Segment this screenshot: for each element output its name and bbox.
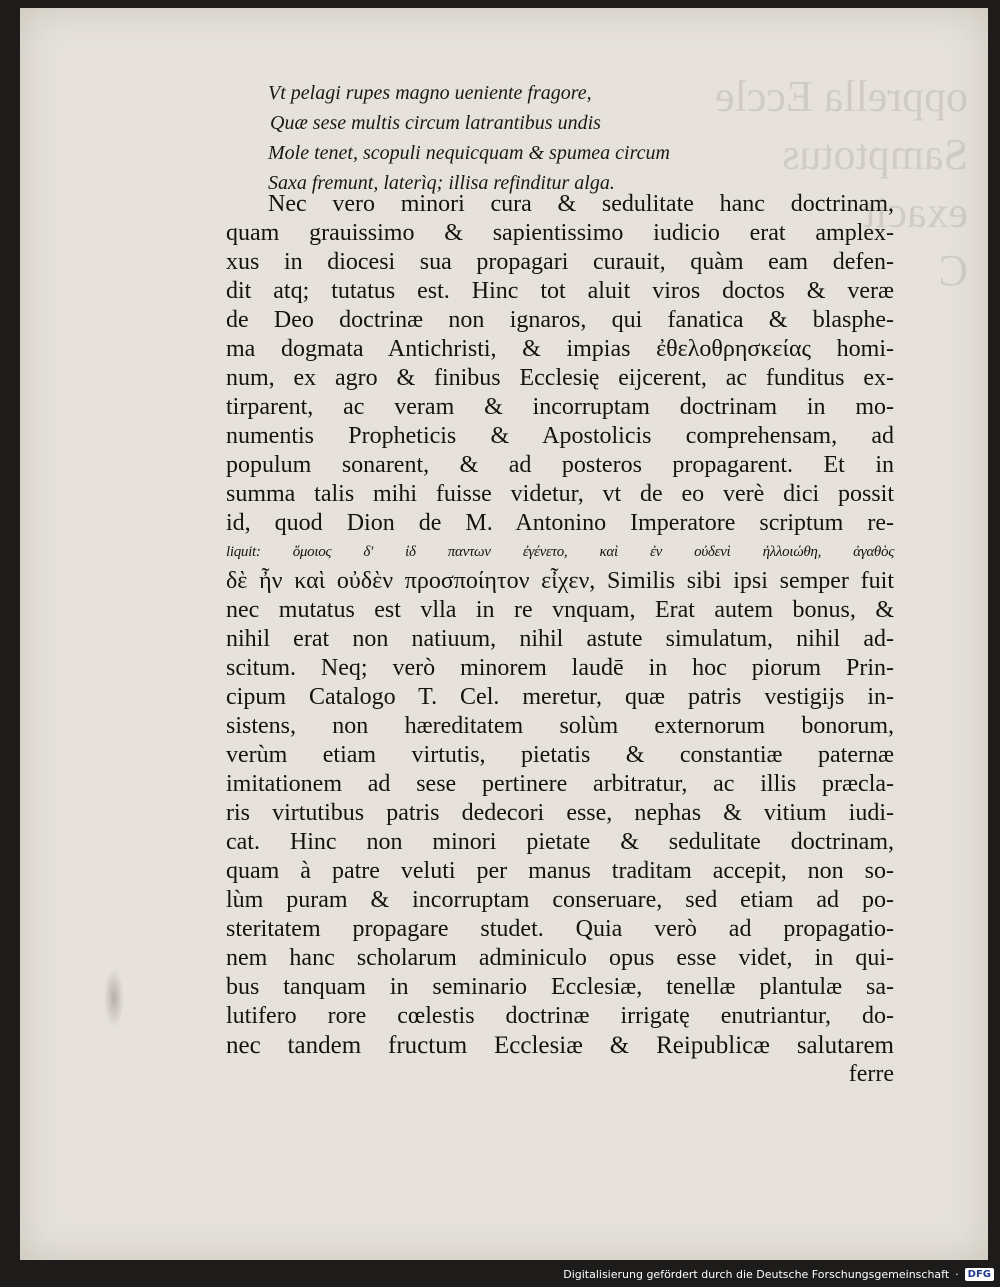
text-line: bus tanquam in seminario Ecclesiæ, tenellæ plantulæ sa- [226, 974, 894, 1000]
text-line: nihil erat non natiuum, nihil astute simulatum, nihil ad- [226, 626, 894, 652]
text-line: tirparent, ac veram & incorruptam doctrinam in mo- [226, 394, 894, 420]
text-line: xus in diocesi sua propagari curauit, quàm eam defen- [226, 249, 894, 275]
digitization-footer [563, 1265, 994, 1283]
footer-credit: Digitalisierung gefördert durch die Deutsche Forschungsgemeinschaft [563, 1267, 950, 1281]
text-line: cat. Hinc non minori pietate & sedulitate doctrinam, [226, 829, 894, 855]
text-line: lùm puram & incorruptam conseruare, sed etiam ad po- [226, 887, 894, 913]
verse-line: Saxa fremunt, laterìq; illisa refinditur alga. [268, 172, 615, 194]
text-line: ma dogmata Antichristi, & impias ἐθελοθρησκείας homi- [226, 336, 894, 362]
text-line: numentis Propheticis & Apostolicis comprehensam, ad [226, 423, 894, 449]
text-line: verùm etiam virtutis, pietatis & constantiæ paternæ [226, 742, 894, 768]
text-line-greek: liquit: ὅμοιος δ' ἰδ παντων ἐγένετο, καὶ ἐν οὐδενὶ ἠλλοιώθη, ἀγαθὸς [226, 544, 894, 560]
text-line: δὲ ἦν καὶ οὐδὲν προσποίητον εἶχεν, Similis sibi ipsi semper fuit [226, 568, 894, 594]
text-line: cipum Catalogo T. Cel. meretur, quæ patris vestigijs in- [226, 684, 894, 710]
text-line: quam à patre veluti per manus traditam accepit, non so- [226, 858, 894, 884]
paper-stain [104, 968, 124, 1028]
text-line: dit atq; tutatus est. Hinc tot aluit viros doctos & veræ [226, 278, 894, 304]
verse-line: Quæ sese multis circum latrantibus undis [270, 112, 601, 134]
bleed-through-text: opprella Eccle Samptotus exacit C [715, 72, 968, 295]
text-line: steritatem propagare studet. Quia verò ad propagatio- [226, 916, 894, 942]
text-line: Nec vero minori cura & sedulitate hanc doctrinam, [268, 191, 894, 217]
verse-quotation [268, 78, 670, 198]
text-line: lutifero rore cœlestis doctrinæ irrigatę enutriantur, do- [226, 1003, 894, 1029]
text-line: scitum. Neq; verò minorem laudē in hoc piorum Prin- [226, 655, 894, 681]
catchword: ferre [848, 1061, 894, 1087]
verse-line: Vt pelagi rupes magno ueniente fragore, [268, 82, 592, 104]
text-line: ris virtutibus patris dedecori esse, nephas & vitium iudi- [226, 800, 894, 826]
text-line: num, ex agro & finibus Ecclesię eijcerent, ac funditus ex- [226, 365, 894, 391]
text-line: quam grauissimo & sapientissimo iudicio erat amplex- [226, 220, 894, 246]
body-paragraph [226, 190, 894, 1089]
text-line: de Deo doctrinæ non ignaros, qui fanatica & blasphe- [226, 307, 894, 333]
text-line: nec tandem fructum Ecclesiæ & Reipublicæ salutarem [226, 1032, 894, 1059]
text-line: nem hanc scholarum adminiculo opus esse videt, in qui- [226, 945, 894, 971]
dfg-logo-icon: DFG [965, 1268, 994, 1281]
text-line: sistens, non hæreditatem solùm externorum bonorum, [226, 713, 894, 739]
text-line: id, quod Dion de M. Antonino Imperatore scriptum re- [226, 510, 894, 536]
verse-line: Mole tenet, scopuli nequicquam & spumea circum [268, 142, 670, 164]
text-line: summa talis mihi fuisse videtur, vt de eo verè dici possit [226, 481, 894, 507]
text-line: populum sonarent, & ad posteros propagarent. Et in [226, 452, 894, 478]
text-line: nec mutatus est vlla in re vnquam, Erat autem bonus, & [226, 597, 894, 623]
text-line: imitationem ad sese pertinere arbitratur, ac illis præcla- [226, 771, 894, 797]
footer-separator: · [955, 1267, 959, 1281]
